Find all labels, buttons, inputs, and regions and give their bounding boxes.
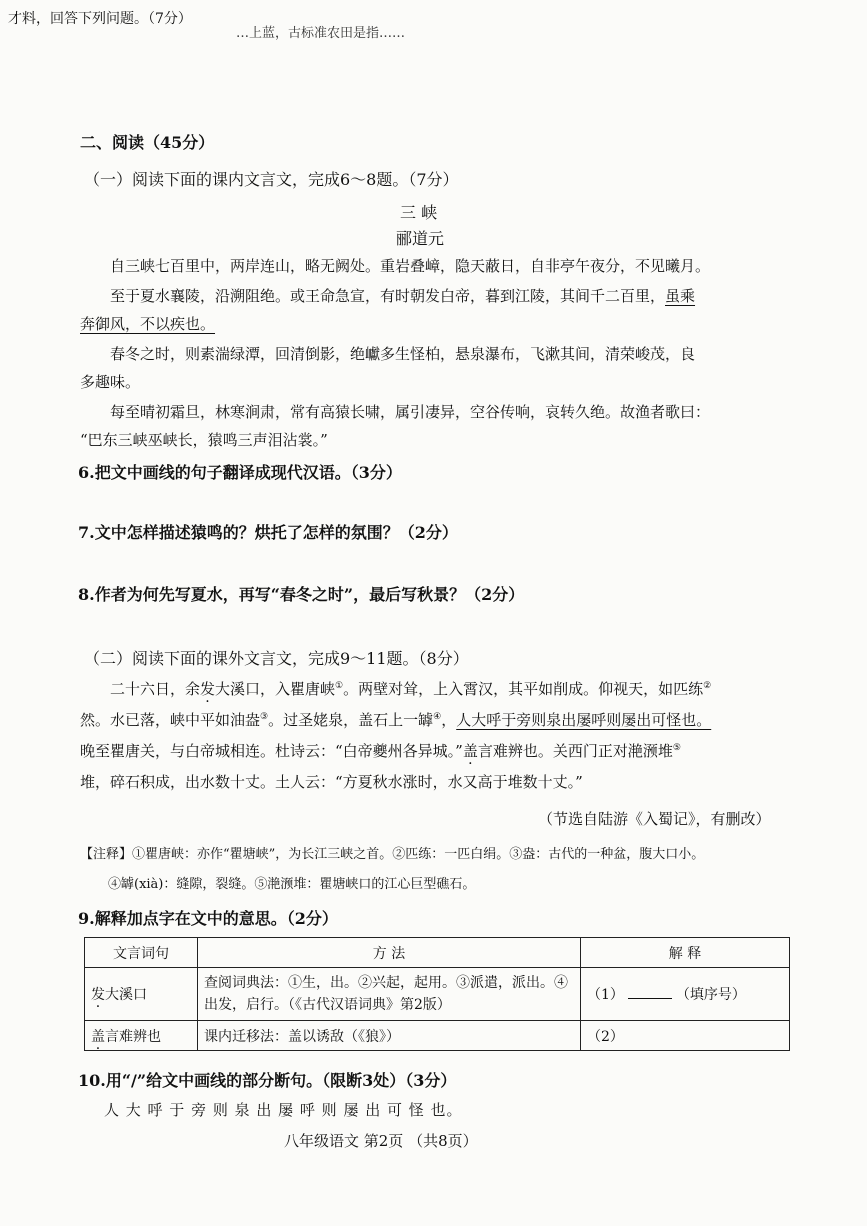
table-header-method: 方 法	[198, 938, 581, 968]
question-7: 7.文中怎样描述猿鸣的？烘托了怎样的氛围？（2分）	[78, 523, 458, 542]
passage-title: 三 峡	[400, 203, 438, 222]
dotted-char-fa-table: 发	[91, 987, 105, 1003]
table-header-phrase: 文言词句	[85, 938, 198, 968]
passage-paragraph-4b: “巴东三峡巫峡长，猿鸣三声泪沾裳。”	[80, 431, 328, 449]
question-8: 8.作者为何先写夏水，再写“春冬之时”，最后写秋景？（2分）	[78, 585, 525, 604]
passage2-line-3	[80, 740, 681, 761]
dotted-char-gai: 盖	[462, 742, 478, 760]
table-header-explanation: 解 释	[581, 938, 790, 968]
table-cell-method-1: 查阅词典法：①生，出。②兴起，起用。③派遣，派出。④出发，启行。（《古代汉语词典》第2版）	[198, 968, 581, 1021]
answer-label-1: （1）	[587, 987, 624, 1003]
table-phrase-2-rest: 言难辨也	[105, 1028, 161, 1045]
note-marker-4: ④	[433, 712, 442, 722]
underlined-sentence-q10: 人大呼于旁则泉出屡呼则屡出可怪也。	[456, 711, 712, 729]
table-cell-answer-1[interactable]	[581, 968, 790, 1021]
note-marker-3: ③	[260, 712, 269, 722]
answer-blank-1[interactable]	[628, 986, 672, 999]
page-footer: 八年级语文 第2页 （共8页）	[284, 1132, 478, 1150]
passage-author: 郦道元	[396, 229, 445, 248]
passage2-line-2b: 。过圣姥泉，盖石上一罅	[268, 711, 434, 729]
section-heading: 二、阅读（45分）	[80, 133, 215, 152]
annotation-line-1: 【注释】①瞿唐峡：亦作“瞿塘峡”，为长江三峡之首。②匹练：一匹白绢。③盎：古代的一种盆，腹大口小。	[80, 847, 705, 862]
question-10: 10.用“/”给文中画线的部分断句。（限断3处）（3分）	[78, 1071, 457, 1090]
passage2-line-3a: 晚至瞿唐关，与白帝城相连。杜诗云：“白帝夔州各异城。”	[80, 742, 463, 760]
passage-paragraph-1: 自三峡七百里中，两岸连山，略无阙处。重岩叠嶂，隐天蔽日，自非亭午夜分，不见曦月。	[110, 257, 711, 275]
passage2-line-2c: ，	[441, 711, 457, 729]
passage2-line-1	[110, 678, 711, 699]
table-phrase-1-rest: 大溪口	[105, 987, 147, 1003]
note-marker-5: ⑤	[672, 743, 681, 753]
passage2-line-3b: 言难辨也。关西门正对滟滪堆	[477, 742, 673, 760]
table-cell-method-2: 课内迁移法：盖以诱敌（《狼》）	[198, 1021, 581, 1051]
passage-paragraph-3a: 春冬之时，则素湍绿潭，回清倒影，绝巘多生怪柏，悬泉瀑布，飞漱其间，清荣峻茂，良	[110, 345, 696, 363]
dotted-char-gai-table: 盖	[91, 1028, 105, 1045]
passage2-line-2a: 然。水已落，峡中平如油盎	[80, 711, 261, 729]
table-cell-answer-2[interactable]: （2）	[581, 1021, 790, 1051]
top-fragment-left: 才料，回答下列问题。（7分）	[8, 11, 192, 27]
question-10-sentence: 人 大 呼 于 旁 则 泉 出 屡 呼 则 屡 出 可 怪 也。	[104, 1101, 463, 1119]
passage-paragraph-4a: 每至晴初霜旦，林寒涧肃，常有高猿长啸，属引凄异，空谷传响，哀转久绝。故渔者歌曰：	[110, 403, 711, 421]
answer-hint-1: （填序号）	[675, 987, 746, 1003]
note-marker-2: ②	[703, 681, 712, 691]
top-fragment-right: …上蓝，古标准农田是指……	[236, 26, 406, 41]
passage-paragraph-2	[110, 285, 695, 306]
passage-paragraph-2-text: 至于夏水襄陵，沿溯阻绝。或王命急宣，有时朝发白帝，暮到江陵，其间千二百里，	[110, 287, 666, 305]
underlined-sentence-part2: 奔御风，不以疾也。	[80, 315, 216, 333]
dotted-char-fa: 发	[200, 680, 216, 698]
passage-paragraph-3b: 多趣味。	[80, 373, 141, 391]
question-9: 9.解释加点字在文中的意思。（2分）	[78, 909, 338, 928]
passage2-line-1c: 。两壁对耸，上入霄汉，其平如削成。仰视天，如匹练	[343, 680, 704, 698]
underlined-sentence-part1: 虽乘	[665, 287, 696, 305]
annotation-line-2: ④罅(xià)：缝隙，裂缝。⑤滟滪堆：瞿塘峡口的江心巨型礁石。	[108, 877, 476, 892]
passage2-line-2	[80, 709, 711, 730]
part1-intro: （一）阅读下面的课内文言文，完成6～8题。（7分）	[84, 170, 459, 189]
table-cell-phrase-1	[85, 968, 198, 1021]
table-cell-phrase-2	[85, 1021, 198, 1051]
passage2-line-1b: 大溪口，入瞿唐峡	[215, 680, 336, 698]
passage2-source: （节选自陆游《入蜀记》，有删改）	[538, 810, 771, 828]
note-marker-1: ①	[335, 681, 344, 691]
question-9-table	[84, 937, 790, 1051]
passage2-line-4: 堆，碎石积成，出水数十丈。土人云：“方夏秋水涨时，水又高于堆数十丈。”	[80, 773, 583, 791]
passage2-line-1a: 二十六日，余	[110, 680, 201, 698]
question-6: 6.把文中画线的句子翻译成现代汉语。（3分）	[78, 463, 402, 482]
part2-intro: （二）阅读下面的课外文言文，完成9～11题。（8分）	[84, 649, 469, 668]
